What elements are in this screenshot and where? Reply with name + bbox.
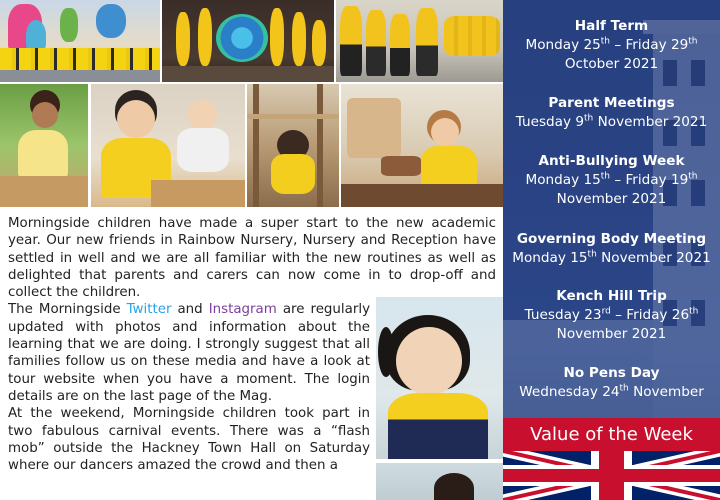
union-flag-icon bbox=[503, 451, 720, 500]
event-date-line2: November 2021 bbox=[556, 191, 667, 207]
social-text-b: and bbox=[171, 302, 209, 318]
event-date: Monday 25th – Friday 29th bbox=[525, 36, 698, 53]
event-date: Wednesday 24th November bbox=[519, 383, 704, 400]
instagram-link[interactable]: Instagram bbox=[208, 302, 277, 318]
photo-climbing-frame bbox=[247, 84, 339, 207]
article-paragraph-social bbox=[8, 301, 370, 405]
photo-girl-woodwork bbox=[0, 84, 88, 207]
photo-stage-performance bbox=[162, 0, 334, 82]
event-title: No Pens Day bbox=[563, 365, 660, 381]
event-half-term bbox=[503, 17, 720, 74]
social-text-a: The Morningside bbox=[8, 302, 127, 318]
article-paragraph-intro: Morningside children have made a super start to the new academic year. Our new friends in Rainbow Nursery, Nursery and Reception have settled in well and we are all familiar with the new routines as well as delighted that parents and carers can now come in to drop-off and collect the children. bbox=[8, 216, 496, 301]
photo-collage bbox=[0, 0, 503, 207]
event-title: Half Term bbox=[574, 18, 649, 34]
event-date-line2: November 2021 bbox=[556, 326, 667, 342]
event-kench-hill-trip bbox=[503, 287, 720, 344]
event-title: Governing Body Meeting bbox=[516, 231, 707, 247]
social-text-c: are regularly updated with photos and information about the learning that we are doing. I strongly suggest that all families follow us on these media and have a look at tour website when you have a moment. The login details are on the last page of the Mag. bbox=[8, 302, 370, 404]
event-governing-body-meeting bbox=[503, 230, 720, 268]
event-title: Anti-Bullying Week bbox=[538, 153, 685, 169]
event-date: Tuesday 23rd – Friday 26th bbox=[524, 306, 699, 323]
events-panel bbox=[503, 0, 720, 500]
photo-girl-portrait bbox=[376, 297, 503, 459]
twitter-link[interactable]: Twitter bbox=[126, 302, 172, 318]
event-title: Kench Hill Trip bbox=[556, 288, 667, 304]
photo-boy-table bbox=[91, 84, 245, 207]
photo-carnival-dancers bbox=[0, 0, 160, 82]
event-date: Monday 15th – Friday 19th bbox=[525, 171, 698, 188]
photo-children-playing bbox=[341, 84, 503, 207]
article-paragraph-carnival: At the weekend, Morningside children took part in two fabulous carnival events. There was a “flash mob” outside the Hackney Town Hall on Saturday where our dancers amazed the crowd and then a bbox=[8, 406, 370, 474]
value-of-week-banner: Value of the Week bbox=[503, 418, 720, 451]
event-date: Monday 15th November 2021 bbox=[512, 249, 711, 266]
photo-children-group bbox=[336, 0, 503, 82]
event-date: Tuesday 9th November 2021 bbox=[515, 113, 708, 130]
photo-child-bottom bbox=[376, 463, 503, 500]
event-parent-meetings bbox=[503, 94, 720, 132]
event-anti-bullying-week bbox=[503, 152, 720, 209]
event-title: Parent Meetings bbox=[548, 95, 675, 111]
event-date-line2: October 2021 bbox=[564, 56, 659, 72]
event-no-pens-day bbox=[503, 364, 720, 402]
